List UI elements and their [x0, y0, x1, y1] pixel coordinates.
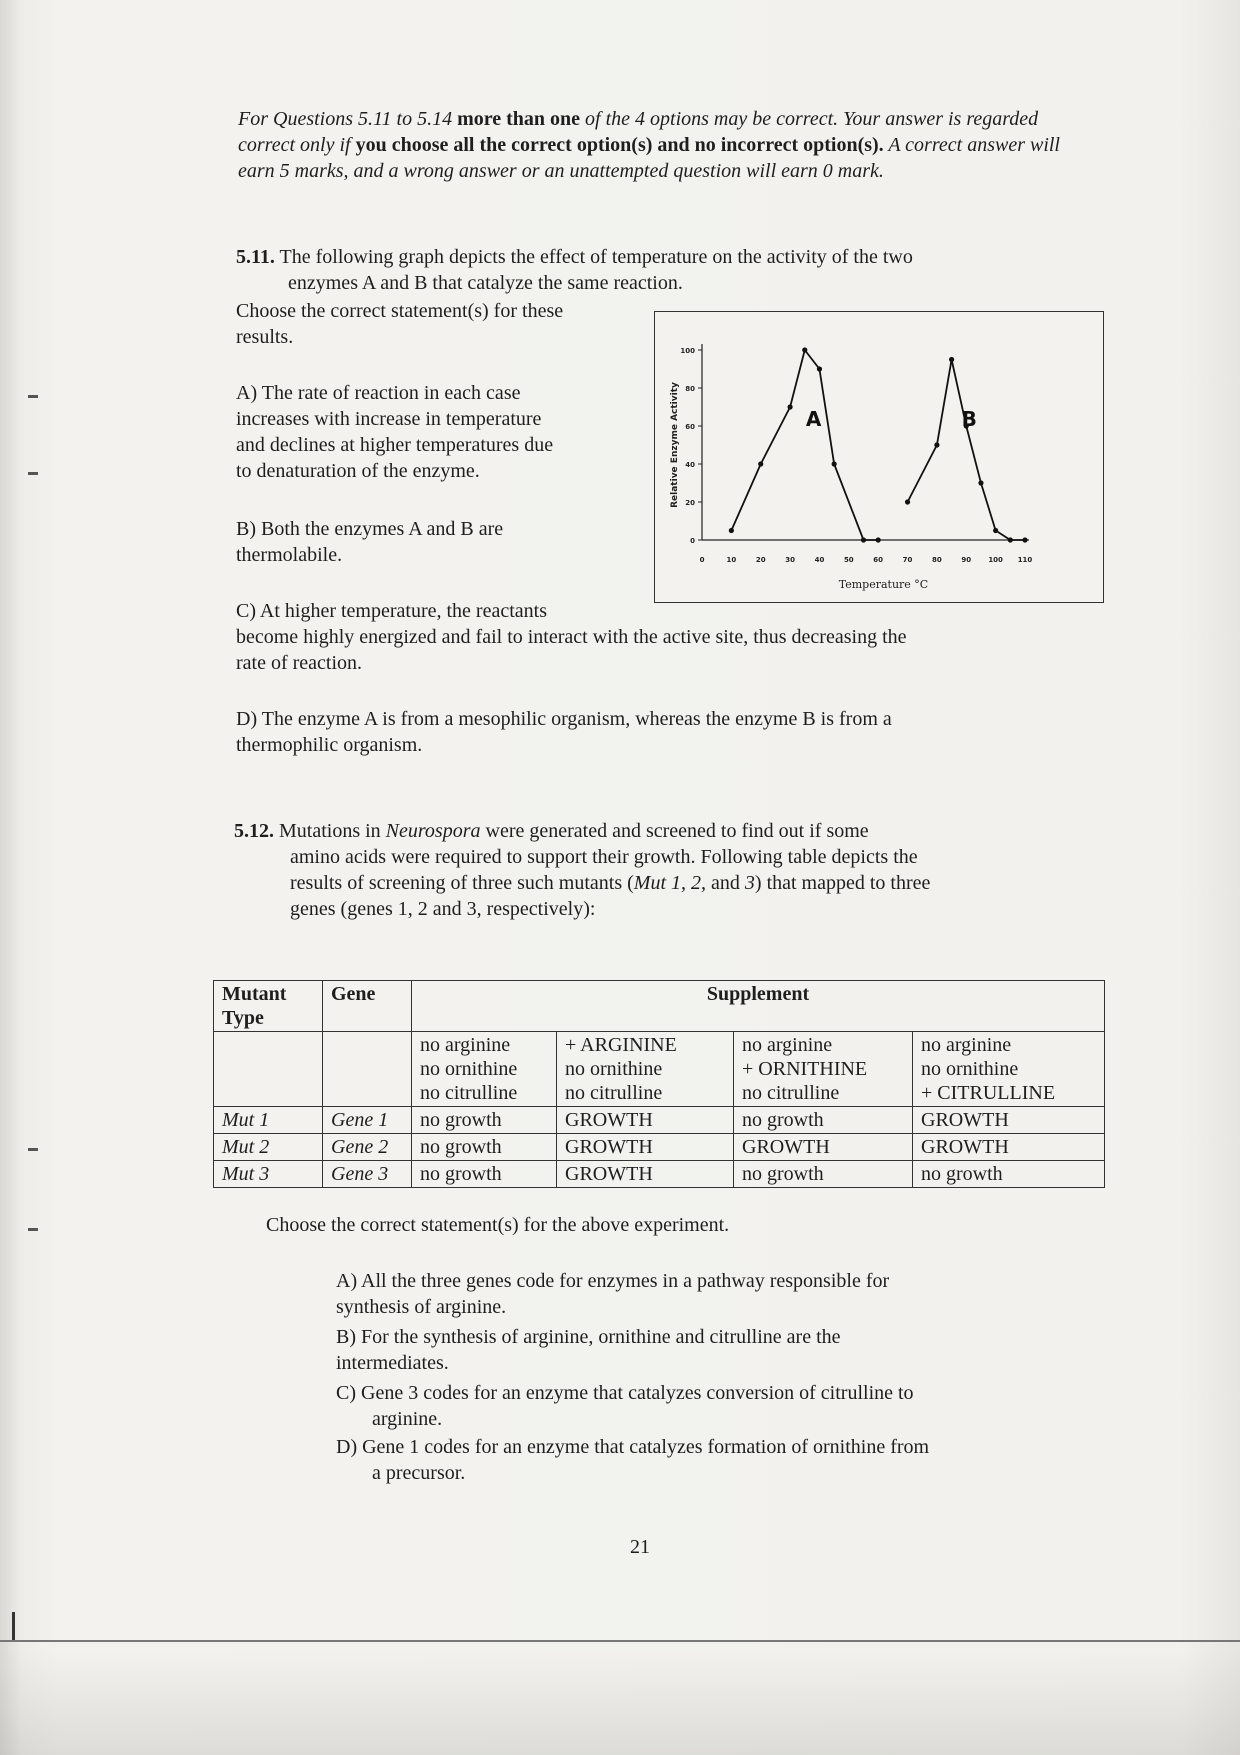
answer-a: [336, 1268, 1056, 1320]
condition-line: + CITRULLINE: [921, 1082, 1056, 1104]
data-point-B: [1022, 537, 1027, 542]
margin-mark: [28, 472, 38, 475]
choose-line: Choose the correct statement(s) for these: [236, 300, 564, 322]
data-point-B: [905, 499, 910, 504]
header-gene: Gene: [323, 981, 412, 1032]
answer-c: [336, 1380, 1056, 1432]
instructions-text: For Questions 5.11 to 5.14: [238, 108, 453, 130]
data-point-B: [993, 528, 998, 533]
gene-cell: Gene 3: [323, 1161, 412, 1188]
y-tick-label: 100: [680, 347, 695, 355]
condition-line: no ornithine: [420, 1058, 518, 1080]
answer-line: arginine.: [372, 1408, 443, 1430]
result-cell: no growth: [734, 1107, 913, 1134]
result-cell: GROWTH: [557, 1161, 734, 1188]
data-point-A: [832, 461, 837, 466]
margin-mark: [28, 395, 38, 398]
mutant-cell: Mut 1: [214, 1107, 323, 1134]
question-text: Mutations in: [279, 820, 381, 842]
condition-line: no arginine: [921, 1034, 1012, 1056]
instructions-text: if: [339, 134, 351, 156]
condition-line: + ARGININE: [565, 1034, 677, 1056]
x-tick-label: 110: [1017, 556, 1033, 564]
result-cell: GROWTH: [913, 1107, 1105, 1134]
condition-line: + ORNITHINE: [742, 1058, 868, 1080]
result-cell: GROWTH: [557, 1107, 734, 1134]
header-text: Mutant: [222, 983, 287, 1005]
option-b: [236, 516, 626, 568]
data-point-A: [817, 366, 822, 371]
option-line: thermolabile.: [236, 544, 343, 566]
option-line: D) The enzyme A is from a mesophilic organism, whereas the enzyme B is from a: [236, 708, 892, 730]
x-tick-label: 100: [988, 556, 1003, 564]
x-tick-label: 30: [785, 556, 795, 564]
gene-cell: Gene 1: [323, 1107, 412, 1134]
mutant-table: [213, 980, 1105, 1188]
answer-line: A) All the three genes code for enzymes in a pathway responsible for: [336, 1270, 890, 1292]
margin-mark: [28, 1148, 38, 1151]
option-a: [236, 380, 626, 484]
result-cell: no growth: [913, 1161, 1105, 1188]
series-line-B: [908, 360, 1025, 541]
mutant-names: Mut 1, 2,: [633, 872, 707, 894]
table-row: [214, 1107, 1105, 1134]
y-tick-label: 80: [685, 385, 695, 393]
question-text: amino acids were required to support their growth. Following table depicts the: [290, 846, 918, 868]
condition-line: no ornithine: [921, 1058, 1019, 1080]
data-point-A: [876, 537, 881, 542]
question-text: The following graph depicts the effect of temperature on the activity of the two: [279, 246, 913, 268]
table-row: [214, 1134, 1105, 1161]
y-tick-label: 40: [685, 461, 695, 469]
question-text: results of screening of three such mutants (: [290, 872, 634, 894]
series-line-A: [731, 350, 878, 540]
option-c: [236, 598, 1036, 676]
answer-line: a precursor.: [372, 1462, 466, 1484]
question-5-12-stem: [234, 818, 1104, 922]
answer-line: synthesis of arginine.: [336, 1296, 507, 1318]
instructions-bold: more than one: [457, 108, 581, 130]
chart-svg: [655, 312, 1103, 602]
enzyme-activity-chart: [654, 311, 1104, 603]
question-text-line3: [234, 870, 1104, 896]
data-point-B: [949, 357, 954, 362]
question-text: were generated and screened to find out if some: [485, 820, 869, 842]
result-cell: no growth: [412, 1161, 557, 1188]
condition-line: no arginine: [742, 1034, 833, 1056]
binding-mark: [12, 1612, 15, 1640]
instructions-bold: you choose all the correct option(s) and no incorrect option(s).: [355, 134, 884, 156]
option-line: to denaturation of the enzyme.: [236, 460, 480, 482]
result-cell: GROWTH: [557, 1134, 734, 1161]
data-point-B: [978, 480, 983, 485]
data-point-A: [729, 528, 734, 533]
table-row: [214, 1161, 1105, 1188]
answer-line: intermediates.: [336, 1352, 449, 1374]
table-cell: [214, 1032, 323, 1107]
gene-cell: Gene 2: [323, 1134, 412, 1161]
question-5-12-choose: Choose the correct statement(s) for the above experiment.: [266, 1214, 730, 1236]
condition-line: no citrulline: [565, 1082, 663, 1104]
condition-cell: [557, 1032, 734, 1107]
answer-d: [336, 1434, 1056, 1486]
option-line: thermophilic organism.: [236, 734, 423, 756]
x-tick-label: 70: [902, 556, 913, 564]
table-header-row: [214, 981, 1105, 1032]
question-5-11-stem: [236, 244, 1096, 296]
answer-line: B) For the synthesis of arginine, ornithine and citrulline are the: [336, 1326, 841, 1348]
condition-line: no ornithine: [565, 1058, 663, 1080]
series-label-a: A: [805, 407, 822, 431]
result-cell: no growth: [412, 1107, 557, 1134]
x-tick-label: 80: [932, 556, 942, 564]
condition-line: no citrulline: [742, 1082, 840, 1104]
option-line: rate of reaction.: [236, 652, 363, 674]
condition-cell: [913, 1032, 1105, 1107]
data-point-A: [787, 404, 792, 409]
header-mutant-type: [214, 981, 323, 1032]
y-tick-label: 20: [685, 499, 695, 507]
instructions: [238, 106, 1098, 184]
x-tick-label: 60: [873, 556, 884, 564]
option-line: become highly energized and fail to interact with the active site, thus decreasing the: [236, 626, 907, 648]
margin-mark: [28, 1228, 38, 1231]
result-cell: GROWTH: [734, 1134, 913, 1161]
series-label-b: B: [961, 407, 977, 431]
option-line: and declines at higher temperatures due: [236, 434, 554, 456]
option-line: C) At higher temperature, the reactants: [236, 600, 547, 622]
option-line: increases with increase in temperature: [236, 408, 542, 430]
mutant-cell: Mut 2: [214, 1134, 323, 1161]
organism-name: Neurospora: [385, 820, 481, 842]
option-line: B) Both the enzymes A and B are: [236, 518, 504, 540]
result-cell: no growth: [734, 1161, 913, 1188]
x-tick-label: 10: [726, 556, 737, 564]
footer-rule: [0, 1640, 1240, 1642]
header-text: Type: [222, 1007, 264, 1029]
condition-cell: [734, 1032, 913, 1107]
x-tick-label: 40: [814, 556, 825, 564]
instructions-text: A correct answer will earn 5 marks, and a wrong answer or an unattempted question will earn 0 mark.: [238, 134, 1060, 182]
choose-line: results.: [236, 326, 294, 348]
instructions-text: of the 4 options may be correct. Your answer is regarded correct only: [238, 108, 1039, 156]
condition-line: no citrulline: [420, 1082, 518, 1104]
x-axis-label: Temperature °C: [838, 578, 929, 591]
question-number: 5.11.: [236, 246, 275, 268]
table-cell: [323, 1032, 412, 1107]
bottom-shadow: [0, 1650, 1240, 1755]
option-d: [236, 706, 1036, 758]
question-text: genes (genes 1, 2 and 3, respectively):: [290, 898, 596, 920]
question-number: 5.12.: [234, 820, 274, 842]
mutant-cell: Mut 3: [214, 1161, 323, 1188]
condition-cell: [412, 1032, 557, 1107]
data-point-A: [758, 461, 763, 466]
result-cell: GROWTH: [913, 1134, 1105, 1161]
y-tick-label: 60: [685, 423, 695, 431]
header-supplement: Supplement: [412, 981, 1105, 1032]
x-tick-label: 20: [755, 556, 766, 564]
y-tick-label: 0: [690, 537, 695, 545]
answer-b: [336, 1324, 1056, 1376]
question-5-11-choose: [236, 298, 626, 350]
answer-line: C) Gene 3 codes for an enzyme that catalyzes conversion of citrulline to: [336, 1382, 914, 1404]
data-point-A: [861, 537, 866, 542]
question-text: and: [711, 872, 740, 894]
option-line: A) The rate of reaction in each case: [236, 382, 521, 404]
answer-line: D) Gene 1 codes for an enzyme that catalyzes formation of ornithine from: [336, 1436, 930, 1458]
y-axis-label: Relative Enzyme Activity: [670, 382, 680, 508]
page-number: 21: [630, 1536, 650, 1558]
question-text: enzymes A and B that catalyze the same reaction.: [288, 272, 683, 294]
mutant-names: 3: [744, 872, 755, 894]
result-cell: no growth: [412, 1134, 557, 1161]
data-point-A: [802, 347, 807, 352]
data-point-B: [934, 442, 939, 447]
condition-line: no arginine: [420, 1034, 511, 1056]
table-conditions-row: [214, 1032, 1105, 1107]
x-tick-label: 90: [961, 556, 972, 564]
x-tick-label: 0: [699, 556, 705, 564]
data-point-B: [1008, 537, 1013, 542]
x-tick-label: 50: [843, 556, 854, 564]
question-text: ) that mapped to three: [754, 872, 931, 894]
